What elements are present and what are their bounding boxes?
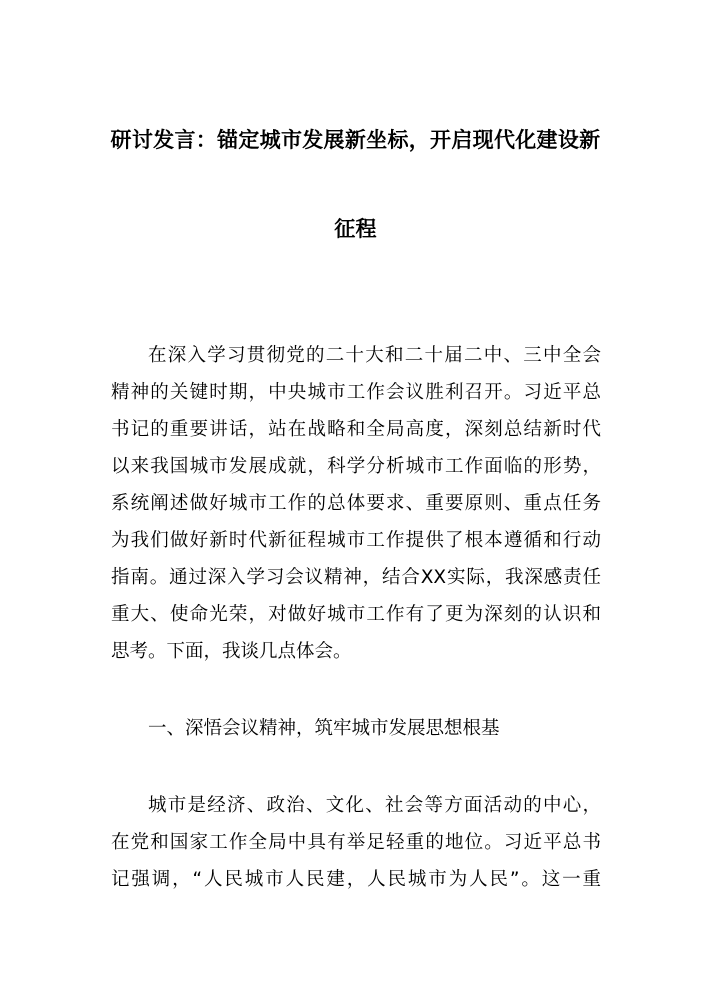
paragraph-line: 精神的关键时期，中央城市工作会议胜利召开。习近平总 [111,382,601,403]
paragraph-line: 思考。下面，我谈几点体会。 [111,641,352,662]
document-title-line-2: 征程 [334,217,377,241]
paragraph-line: 重大、使命光荣，对做好城市工作有了更为深刻的认识和 [111,604,601,625]
paragraph-line: 在党和国家工作全局中具有举足轻重的地位。习近平总书 [111,832,601,853]
paragraph-line: 以来我国城市发展成就，科学分析城市工作面临的形势， [111,456,601,477]
paragraph-line: 书记的重要讲话，站在战略和全局高度，深刻总结新时代 [111,419,601,440]
section-heading: 一、深悟会议精神，筑牢城市发展思想根基 [148,718,500,739]
paragraph-line: 为我们做好新时代新征程城市工作提供了根本遵循和行动 [111,530,601,551]
paragraph-line: 在深入学习贯彻党的二十大和二十届二中、三中全会 [148,345,601,366]
paragraph-line: 指南。通过深入学习会议精神，结合XX实际，我深感责任 [111,567,601,588]
paragraph-line: 城市是经济、政治、文化、社会等方面活动的中心， [148,795,601,816]
document-title-line-1: 研讨发言：锚定城市发展新坐标，开启现代化建设新 [110,128,601,152]
paragraph-line: 记强调，“人民城市人民建，人民城市为人民”。这一重 [111,869,601,890]
paragraph-line: 系统阐述做好城市工作的总体要求、重要原则、重点任务 [111,493,601,514]
